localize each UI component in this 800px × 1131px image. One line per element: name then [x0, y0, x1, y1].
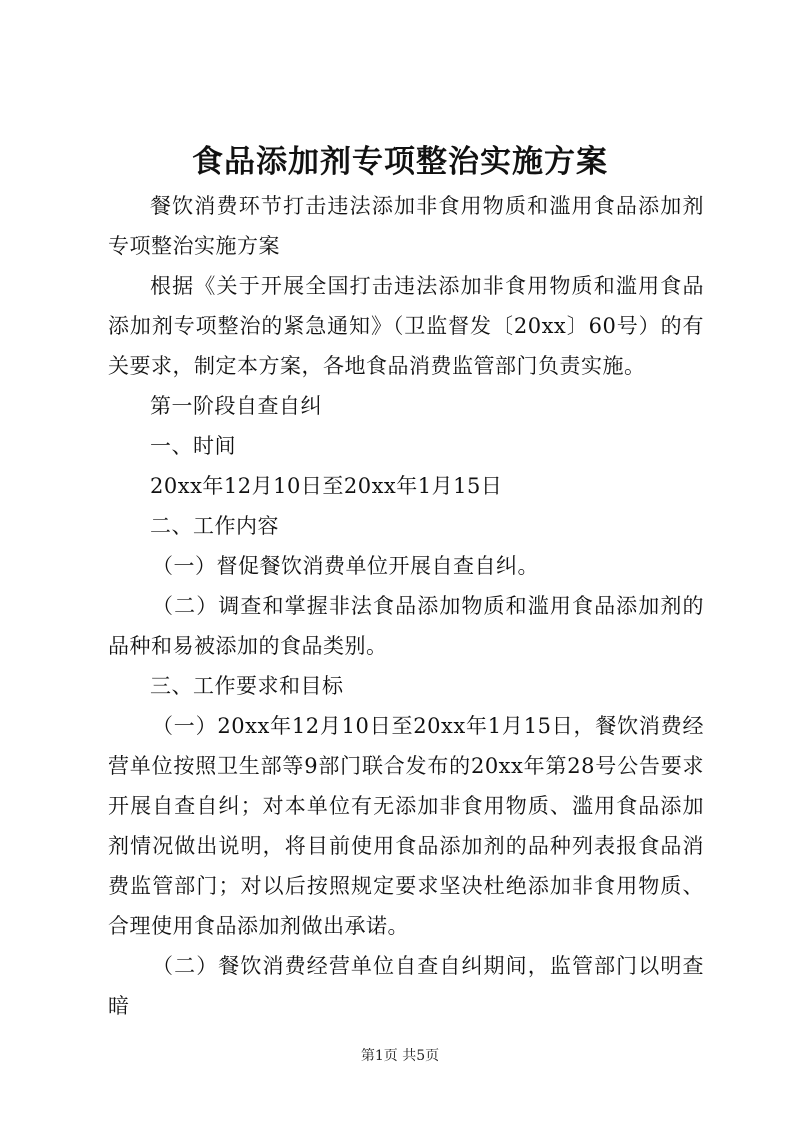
paragraph-subtitle: 餐饮消费环节打击违法添加非食用物质和滥用食品添加剂专项整治实施方案: [108, 194, 704, 258]
page-number: 第1页 共5页: [360, 1048, 440, 1064]
paragraph-time-range: 20xx年12月10日至20xx年1月15日: [150, 474, 503, 498]
paragraph-work-item-1: （一）督促餐饮消费单位开展自查自纠。: [152, 554, 539, 578]
paragraph-section-requirements: 三、工作要求和目标: [150, 674, 344, 698]
paragraph-requirement-2: （二）餐饮消费经营单位自查自纠期间，监管部门以明查暗: [108, 954, 704, 1018]
paragraph-requirement-1: （一）20xx年12月10日至20xx年1月15日，餐饮消费经营单位按照卫生部等9部门联合发布的20xx年第28号公告要求开展自查自纠；对本单位有无添加非食用物质、滥用食品添加剂情况做出说明，将目前使用食品添加剂的品种列表报食品消费监管部门；对以后按照规定要求坚决杜绝添加非食用物质、合理使用食品添加剂做出承诺。: [108, 714, 704, 938]
paragraph-section-time: 一、时间: [150, 434, 236, 458]
paragraph-stage-heading: 第一阶段自查自纠: [150, 394, 322, 418]
document-body: [108, 186, 704, 1026]
paragraph-work-item-2: （二）调查和掌握非法食品添加物质和滥用食品添加剂的品种和易被添加的食品类别。: [108, 594, 704, 658]
paragraph-basis: 根据《关于开展全国打击违法添加非食用物质和滥用食品添加剂专项整治的紧急通知》（卫监督发〔20xx〕60号）的有关要求，制定本方案，各地食品消费监管部门负责实施。: [108, 274, 704, 378]
paragraph-section-work: 二、工作内容: [150, 514, 279, 538]
document-title: 食品添加剂专项整治实施方案: [192, 144, 608, 180]
